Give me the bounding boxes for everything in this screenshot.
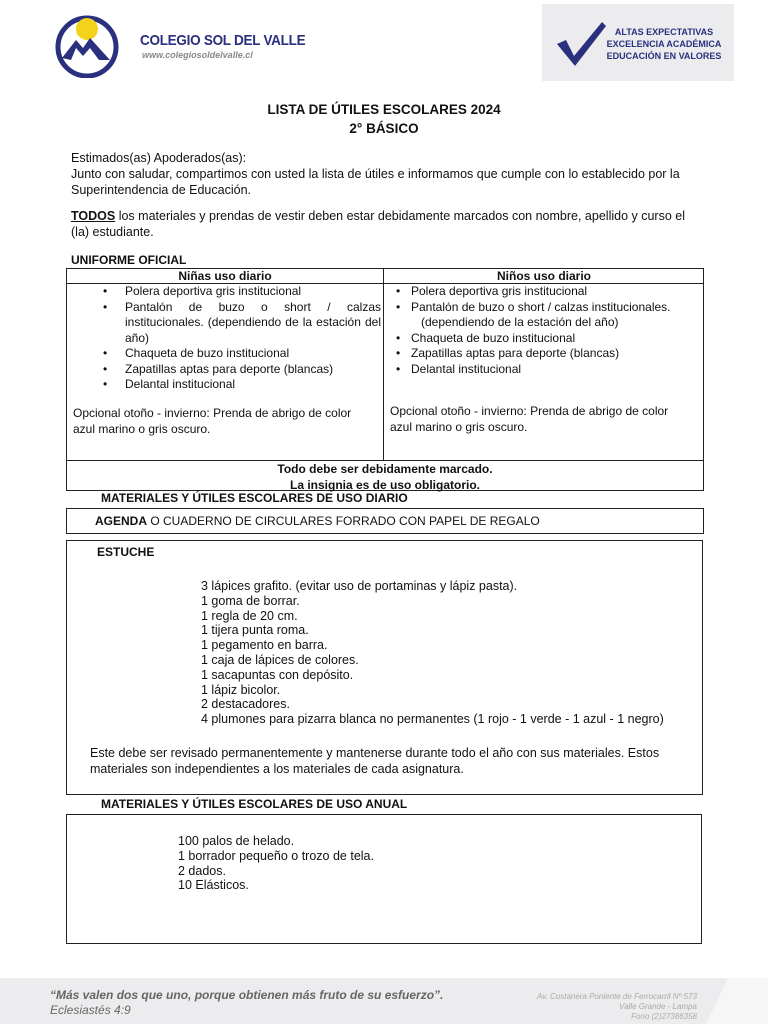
school-website: www.colegiosoldelvalle.cl <box>142 50 253 60</box>
estuche-note <box>90 745 700 777</box>
list-item: 1 caja de lápices de colores. <box>201 652 359 667</box>
list-item: • Zapatillas aptas para deporte (blancas) <box>385 346 703 362</box>
list-item: • Pantalón de buzo o short / calzas institucionales. <box>385 300 703 316</box>
address-line: Valle Grande - Lampa <box>619 1002 697 1011</box>
list-item: • Chaqueta de buzo institucional <box>67 346 381 362</box>
list-item: 100 palos de helado. <box>178 834 295 848</box>
school-name: COLEGIO SOL DEL VALLE <box>140 32 306 49</box>
list-item: 1 sacapuntas con depósito. <box>201 667 354 682</box>
sun-mountain-logo-icon <box>52 14 122 78</box>
uniform-heading: UNIFORME OFICIAL <box>71 253 187 267</box>
uniform-table <box>66 268 704 491</box>
estuche-title: ESTUCHE <box>97 545 155 559</box>
intro-paragraph <box>71 150 721 198</box>
badge-line: EXCELENCIA ACADÉMICA <box>606 39 722 49</box>
list-item: 2 destacadores. <box>201 697 290 712</box>
estuche-box <box>66 540 703 795</box>
daily-materials-heading: MATERIALES Y ÚTILES ESCOLARES DE USO DIARIO <box>101 491 408 505</box>
annual-list <box>178 834 578 893</box>
list-item: 1 lápiz bicolor. <box>201 682 281 697</box>
annual-box <box>66 814 702 944</box>
estuche-list <box>201 579 691 727</box>
annual-materials-heading: MATERIALES Y ÚTILES ESCOLARES DE USO ANUAL <box>101 797 408 811</box>
address-line: Fono (2)27386358 <box>631 1012 697 1021</box>
pants-note: (dependiendo de la estación del año) <box>421 315 619 329</box>
list-item: • Delantal institucional <box>385 362 703 378</box>
marking-text: (la) estudiante. <box>71 225 154 239</box>
girls-optional-note <box>73 405 378 437</box>
marking-paragraph <box>71 208 721 240</box>
list-item: • Polera deportiva gris institucional <box>67 284 381 300</box>
list-item: 4 plumones para pizarra blanca no permanentes (1 rojo - 1 verde - 1 azul - 1 negro) <box>201 712 664 727</box>
list-item: 1 pegamento en barra. <box>201 638 328 653</box>
note-line: materiales son independientes a los materiales de cada asignatura. <box>90 762 464 776</box>
list-item: 1 goma de borrar. <box>201 593 300 608</box>
greeting: Estimados(as) Apoderados(as): <box>71 151 247 165</box>
list-item: 1 borrador pequeño o trozo de tela. <box>178 848 374 863</box>
girls-column-header: Niñas uso diario <box>178 269 272 283</box>
row-divider <box>67 460 703 461</box>
list-item: 1 regla de 20 cm. <box>201 608 298 623</box>
column-divider <box>383 269 384 461</box>
school-logo <box>52 14 122 78</box>
list-item: 10 Elásticos. <box>178 878 249 893</box>
footer-address <box>470 992 697 1022</box>
document-title: LISTA DE ÚTILES ESCOLARES 2024 <box>267 102 501 117</box>
list-item: 1 tijera punta roma. <box>201 623 309 638</box>
agenda-description: O CUADERNO DE CIRCULARES FORRADO CON PAPEL DE REGALO <box>147 514 540 528</box>
list-item: • Pantalón de buzo o short / calzas institucionales. (dependiendo de la estación del año) <box>67 300 381 347</box>
optional-line: Opcional otoño - invierno: Prenda de abrigo de color <box>73 406 352 420</box>
list-item: • Zapatillas aptas para deporte (blancas) <box>67 362 381 378</box>
optional-line: azul marino o gris oscuro. <box>73 422 211 436</box>
footer-quote-reference: Eclesiastés 4:9 <box>50 1003 131 1017</box>
grade-title: 2° BÁSICO <box>349 121 419 136</box>
agenda-box <box>66 508 704 534</box>
list-item: • Chaqueta de buzo institucional <box>385 331 703 347</box>
todos-emphasis: TODOS <box>71 209 116 223</box>
agenda-emphasis: AGENDA <box>95 514 148 528</box>
intro-line: Superintendencia de Educación. <box>71 183 251 197</box>
list-item: 3 lápices grafito. (evitar uso de portaminas y lápiz pasta). <box>201 579 518 593</box>
intro-line: Junto con saludar, compartimos con usted la lista de útiles e informamos que cumple con lo establecido por la <box>71 167 680 181</box>
girls-uniform-list <box>67 284 381 393</box>
values-badge-text <box>598 26 730 62</box>
boys-uniform-list <box>385 284 703 377</box>
address-line: Av. Costanera Poniente de Ferrocarril Nº 573 <box>536 992 697 1001</box>
uniform-marking-note <box>67 462 703 493</box>
marking-text: los materiales y prendas de vestir deben estar debidamente marcados con nombre, apellido y curso el <box>115 209 685 223</box>
list-item: 2 dados. <box>178 863 226 878</box>
optional-line: Opcional otoño - invierno: Prenda de abrigo de color <box>390 404 669 418</box>
note-line: Este debe ser revisado permanentemente y mantenerse durante todo el año con sus materiales. Estos <box>90 746 660 760</box>
boys-optional-note <box>390 403 695 435</box>
note-line: La insignia es de uso obligatorio. <box>289 477 481 492</box>
list-item-note <box>385 315 703 331</box>
badge-line: EDUCACIÓN EN VALORES <box>606 51 722 61</box>
agenda-text <box>95 514 540 528</box>
optional-line: azul marino o gris oscuro. <box>390 420 528 434</box>
badge-line: ALTAS EXPECTATIVAS <box>614 27 714 37</box>
list-item: • Delantal institucional <box>67 377 381 393</box>
footer-quote: “Más valen dos que uno, porque obtienen más fruto de su esfuerzo”. <box>50 988 444 1002</box>
footer-decoration <box>690 978 768 1024</box>
list-item: • Polera deportiva gris institucional <box>385 284 703 300</box>
boys-column-header: Niños uso diario <box>496 269 591 283</box>
note-line: Todo debe ser debidamente marcado. <box>277 462 493 476</box>
